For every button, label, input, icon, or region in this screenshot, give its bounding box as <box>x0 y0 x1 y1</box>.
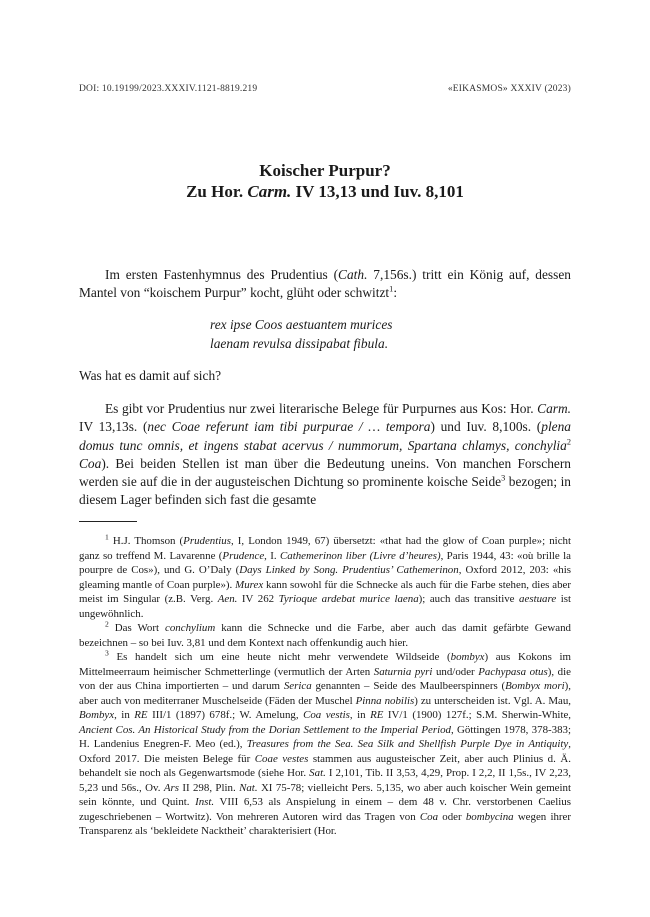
title-line-2: Zu Hor. Carm. IV 13,13 und Iuv. 8,101 <box>186 182 464 202</box>
paragraph-3: Es gibt vor Prudentius nur zwei literarische Belege für Purpurnes aus Kos: Hor. Carm. IV 13,13s. (nec Coae referunt iam tibi purpurae / … tempora) und Iuv. 8,100s. (plena domus tunc omnis, et ingens stabat acervus / nummorum, Spartana chlamys, conchylia$^2$ Coa). Bei beiden Stellen ist man über die Bedeutung uneins. Von manchen Forschern werden sie auf die in der augusteischen Dichtung so prominente koische Seide$^3$ bezogen; in diesem Lager befinden sich fast die gesamte <box>79 401 571 508</box>
footnote-ref-1[interactable]: 1 <box>389 284 394 294</box>
verse-line-1: rex ipse Coos aestuantem murices <box>210 317 393 333</box>
footnote-separator <box>79 521 137 522</box>
verse-line-2: laenam revulsa dissipabat fibula. <box>210 335 389 351</box>
verse-quotation <box>210 316 571 352</box>
footnote-3: $^3$ Es handelt sich um eine heute nicht mehr verwendete Wildseide (bombyx) aus Kokons im Mittelmeerraum heimischer Schmetterlinge (vermutlich der Arten Saturnia pyri und/oder Pachypasa otus), die von der aus China importierten – und darum Serica genannten – Seide des Maulbeerspinners (Bombyx mori), aber auch von mediterraner Muschelseide (Fäden der Muschel Pinna nobilis) zu unterscheiden ist. Vgl. A. Mau, Bombyx, in RE III/1 (1897) 678f.; W. Amelung, Coa vestis, in RE IV/1 (1900) 127f.; S.M. Sherwin-White, Ancient Cos. An Historical Study from the Dorian Settlement to the Imperial Period, Göttingen 1978, 378-383; H. Landenius Enegren-F. Meo (ed.), Treasures from the Sea. Sea Silk and Shellfish Purple Dye in Antiquity, Oxford 2017. Die meisten Belege für Coae vestes stammen aus augusteischer Zeit, aber auch Plinius d. Ä. behandelt sie noch als Gegenwartsmode (siehe Hor. Sat. I 2,101, Tib. II 3,53, 4,29, Prop. I 2,2, II 1,5s., IV 2,23, 5,23 und 56s., Ov. Ars II 298, Plin. Nat. XI 75-78; vielleicht Pers. 5,135, wo aber auch koischer Wein gemeint sein könnte, und Quint. Inst. VIII 6,53 als Anspielung in einem – dem 48 v. Chr. verstorbenen Caelius zugeschriebenen – Wortwitz). Von mehreren Autoren wird das Tragen von Coa oder bombycina wegen ihrer Transparenz als ‘bekleidete Nacktheit’ charakterisiert (Hor. <box>79 648 572 838</box>
running-header <box>79 84 571 94</box>
footnote-1: $^1$ H.J. Thomson (Prudentius, I, London 1949, 67) übersetzt: «that had the glow of Coan purple»; nicht ganz so treffend M. Lavarenne (Prudence, I. Cathemerinon liber (Livre d’heures), Paris 1944, 43: «où brille la pourpre de Cos»), und G. O’Daly (Days Linked by Song. Prudentius’ Cathemerinon, Oxford 2012, 203: «his gleaming mantle of Coan purple»). Murex kann sowohl für die Schnecke als auch für die Farbe stehen, dies aber meist im Singular (z.B. Verg. Aen. IV 262 Tyrioque ardebat murice laena); auch das transitive aestuare ist ungewöhnlich. <box>79 532 571 620</box>
footnote-2: $^2$ Das Wort conchylium kann die Schnecke und die Farbe, aber auch das damit gefärbte Gewand bezeichnen – so bei Iuv. 3,81 und dem Kontext nach offenkundig auch hier. <box>79 619 571 649</box>
main-text <box>79 266 571 839</box>
title-line-1: Koischer Purpur? <box>259 161 391 180</box>
journal-info: «EIKASMOS» XXXIV (2023) <box>447 84 571 94</box>
footnote-ref-2[interactable]: 2 <box>566 437 571 447</box>
doi-text: DOI: 10.19199/2023.XXXIV.1121-8819.219 <box>79 84 258 94</box>
footnotes <box>79 534 571 839</box>
paragraph-1: Im ersten Fastenhymnus des Prudentius (Cath. 7,156s.) tritt ein König auf, dessen Mantel von “koischem Purpur” kocht, glüht oder schwitzt$^1$: <box>79 267 571 301</box>
paragraph-2: Was hat es damit auf sich? <box>79 367 222 383</box>
article-title <box>0 160 650 203</box>
footnote-ref-3[interactable]: 3 <box>501 473 506 483</box>
